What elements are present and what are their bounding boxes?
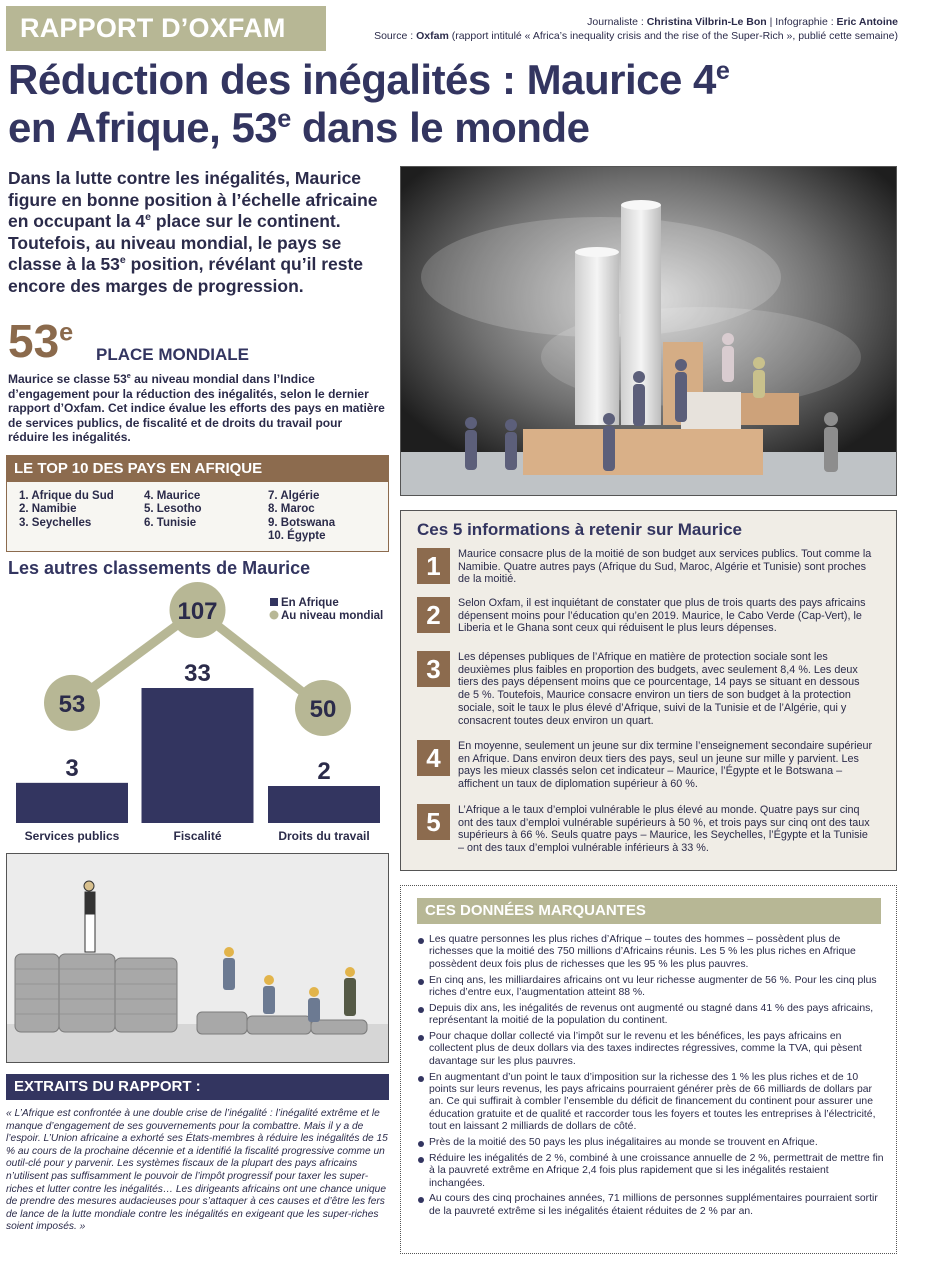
info-item: [417, 740, 882, 795]
coins-workers-illustration: [7, 854, 389, 1063]
list-item: En augmentant d’un point le taux d’imposition sur la richesse des 1 % les plus riches et de 10 points sur leurs revenus, les pays africains pourraient générer près de 66 milliards de dollars par an. Ce qui suffirait à combler l’ensemble du déficit de financement du continent pour assurer une éducation gratuite et de qualité et raccorder tous les foyers et toutes les entreprises à l’électricité, tout en laissant 2 milliards de dollars de côté.: [417, 1072, 885, 1134]
top10-item: 2. Namibie: [19, 503, 77, 516]
world-rank-label: 107: [177, 598, 218, 625]
credits-line-1: [374, 15, 898, 29]
intro-paragraph: [8, 168, 386, 297]
figurines-illustration: [401, 167, 897, 496]
top10-item: 1. Afrique du Sud: [19, 490, 114, 502]
top10-column-1: [19, 490, 114, 530]
info-number: 4: [417, 740, 450, 776]
world-rank-label: 50: [309, 696, 337, 723]
source-org: Oxfam: [416, 30, 449, 42]
top10-item: 9. Botswana: [268, 516, 336, 529]
donnees-title: CES DONNÉES MARQUANTES: [417, 898, 881, 924]
top10-item: 5. Lesotho: [144, 503, 202, 516]
legend-world-swatch: [270, 611, 279, 620]
rank-desc-sup: e: [126, 371, 131, 380]
photo-coins-workers: [6, 853, 389, 1063]
donnees-list: [417, 934, 885, 1222]
list-item: Les quatre personnes les plus riches d’Afrique – toutes des hommes – possèdent plus de richesses que la moitié des 750 millions d’Africains réunis. Les 5 % les plus riches en Afrique possèdent deux fois plus de richesses que les 95 % les plus pauvres.: [417, 934, 885, 971]
world-rank-label: 53: [58, 690, 86, 718]
list-item: Au cours des cinq prochaines années, 71 millions de personnes supplémentaires pourraient sortir de la pauvreté extrême si les inégalités étaient réduites de 2 % par an.: [417, 1193, 885, 1218]
bar-value-label: 33: [184, 660, 211, 687]
info-item: [417, 597, 882, 641]
top10-item: 4. Maurice: [144, 490, 201, 502]
category-label: Droits du travail: [278, 829, 370, 843]
bar-africa: [142, 688, 254, 823]
credits: [374, 15, 898, 43]
top10-item: 3. Seychelles: [19, 516, 92, 529]
rank-desc-part2: au niveau mondial dans l’Indice d’engagement pour la réduction des inégalités, selon le dernier rapport d’Oxfam. Cet indice évalue les efforts des pays en matière de services publics, de fiscalité et de droits du travail pour réduire les inégalités.: [8, 372, 385, 445]
intro-sup2: e: [119, 254, 126, 267]
info-text: L’Afrique a le taux d’emploi vulnérable le plus élevé au monde. Quatre pays sur cinq ont des taux d’emploi vulnérable supérieurs à 50 %, et trois pays sur cinq ont des taux supérieurs à 66 %. Seuls quatre pays – Maurice, les Seychelles, l’Égypte et la Tunisie – ont des taux d’emploi vulnérable inférieurs à 33 %.: [458, 804, 870, 855]
top10-list: [6, 482, 389, 552]
top10-column-3: [268, 490, 335, 544]
info-text: En moyenne, seulement un jeune sur dix termine l’enseignement secondaire supérieur en Afrique. Dans environ deux tiers des pays, seul un jeune sur mille y parvient. Les pays les mieux classés selon cet indicateur – Maurice, l’Égypte et le Botswana – affichent un taux de diplomation supérieur à 60 %.: [458, 740, 873, 791]
list-item: Réduire les inégalités de 2 %, combiné à une croissance annuelle de 2 %, permettrait de mettre fin à la pauvreté extrême en Afrique 2,4 fois plus rapidement que si les inégalités restaient inchangées.: [417, 1153, 885, 1190]
headline-part2: en Afrique, 53: [8, 104, 278, 151]
intro-sup1: e: [145, 211, 151, 224]
bar-africa: [16, 783, 128, 823]
infos-box: [400, 510, 897, 871]
intro-part1: Dans la lutte contre les inégalités, Maurice figure en bonne position à l’échelle africaine en occupant la 4: [8, 168, 378, 231]
intro-part3: position, révélant qu’il reste encore des marges de progression.: [8, 254, 364, 296]
legend-world-label: Au niveau mondial: [281, 610, 384, 622]
top10-item: 6. Tunisie: [144, 516, 197, 529]
infos-title: Ces 5 informations à retenir sur Maurice: [417, 520, 742, 539]
bar-africa: [268, 786, 380, 823]
extraits-title: EXTRAITS DU RAPPORT :: [6, 1074, 389, 1100]
infographic-name: Eric Antoine: [836, 16, 898, 28]
info-number: 1: [417, 548, 450, 584]
intro-part2: place sur le continent. Toutefois, au niveau mondial, le pays se classe à la 53: [8, 211, 342, 274]
info-number: 2: [417, 597, 450, 633]
info-item: [417, 804, 882, 859]
category-label: Fiscalité: [173, 829, 222, 843]
rank-description: [8, 372, 386, 445]
info-number: 5: [417, 804, 450, 840]
legend-africa-swatch: [270, 598, 278, 606]
list-item: En cinq ans, les milliardaires africains ont vu leur richesse augmenter de 56 %. Pour les cinq plus riches d’entre eux, l’augmentation atteint 88 %.: [417, 975, 885, 1000]
info-item: [417, 651, 882, 731]
info-number: 3: [417, 651, 450, 687]
top10-title: LE TOP 10 DES PAYS EN AFRIQUE: [6, 455, 389, 482]
headline: [8, 56, 908, 152]
legend-africa-label: En Afrique: [281, 597, 339, 609]
list-item: Près de la moitié des 50 pays les plus inégalitaires au monde se trouvent en Afrique.: [417, 1137, 885, 1149]
donnees-box: [400, 885, 897, 1254]
photo-figurines: [400, 166, 897, 496]
extraits-text: « L’Afrique est confrontée à une double crise de l’inégalité : l’inégalité extrême et le manque d’engagement de ses gouvernements pour la combattre. Mais il y a de l’espoir. L’Union africaine a exhorté ses États-membres à réduire les inégalités de 15 % au cours de la prochaine décennie et a identifié la fiscalité progressive comme un outil-clé pour y parvenir. Les systèmes fiscaux de la plupart des pays africains n’utilisent pas suffisamment le pouvoir de l’impôt progressif pour taxer les super-riches et lutter contre les inégalités… Les dirigeants africains ont une chance unique de prendre des mesures audacieuses pour s’attaquer à ces causes et d’être les fers de lance de la lutte mondiale contre les inégalités en exigeant que les super-riches soient imposés. »: [6, 1108, 388, 1233]
infographic-label: | Infographie :: [766, 16, 837, 28]
credits-line-2: [374, 29, 898, 43]
rank-sup: e: [59, 318, 74, 347]
journalist-label: Journaliste :: [587, 16, 647, 28]
info-text: Maurice consacre plus de la moitié de son budget aux services publics. Tout comme la Namibie. Quatre autres pays (Afrique du Sud, Maroc, Algérie et Tunisie) sont proches de la moitié.: [458, 548, 872, 586]
bar-value-label: 2: [317, 758, 331, 785]
rank-desc-part1: Maurice se classe 53: [8, 372, 127, 386]
source-detail: (rapport intitulé « Africa’s inequality crisis and the rise of the Super-Rich », publié cette semaine): [448, 30, 898, 42]
top10-item: 10. Égypte: [268, 530, 326, 543]
section-tag: RAPPORT D’OXFAM: [6, 6, 326, 51]
headline-part3: dans le monde: [290, 104, 590, 151]
list-item: Depuis dix ans, les inégalités de revenus ont augmenté ou stagné dans 41 % des pays africains, représentant la moitié de la population du continent.: [417, 1003, 885, 1028]
headline-part1: Réduction des inégalités : Maurice 4: [8, 56, 716, 103]
rank-number: [8, 316, 73, 366]
info-text: Selon Oxfam, il est inquiétant de constater que plus de trois quarts des pays africains dépensent moins pour l’éducation qu’en 2019. Maurice, le Cabo Verde (Cap-Vert), le Liberia et le Ghana sont ceux qui réduisent le plus leurs dépenses.: [458, 597, 866, 635]
info-item: [417, 548, 882, 588]
top10-item: 8. Maroc: [268, 503, 315, 516]
headline-sup1: e: [715, 57, 730, 85]
bar-value-label: 3: [65, 754, 79, 782]
headline-sup2: e: [277, 105, 291, 133]
top10-item: 7. Algérie: [268, 490, 320, 502]
top10-column-2: [144, 490, 202, 530]
chart-title: Les autres classements de Maurice: [8, 558, 311, 578]
list-item: Pour chaque dollar collecté via l’impôt sur le revenu et les bénéfices, les pays africains en collectent plus de deux dollars via des taxes indirectes régressives, comme la TVA, qui pèsent davantage sur les plus pauvres.: [417, 1031, 885, 1068]
category-label: Services publics: [24, 829, 120, 843]
info-text: Les dépenses publiques de l’Afrique en matière de protection sociale sont les deuxièmes plus faibles en proportion des budgets, avec seulement 8,4 %. Les deux tiers des pays dépensent moins que ce pourcentage, 14 pays se situant en dessous de 5 %. Toutefois, Maurice consacre environ un tiers de son budget à la protection sociale, soit le taux le plus élevé d’Afrique, suivi de la Tunisie et de l’Algérie, qui y consacrent toutes deux environ un quart.: [458, 651, 860, 727]
rank-label: PLACE MONDIALE: [96, 345, 249, 364]
journalist-name: Christina Vilbrin-Le Bon: [646, 16, 767, 28]
rankings-chart: [6, 580, 389, 847]
rank-value: 53: [8, 315, 60, 367]
source-label: Source :: [374, 30, 417, 42]
